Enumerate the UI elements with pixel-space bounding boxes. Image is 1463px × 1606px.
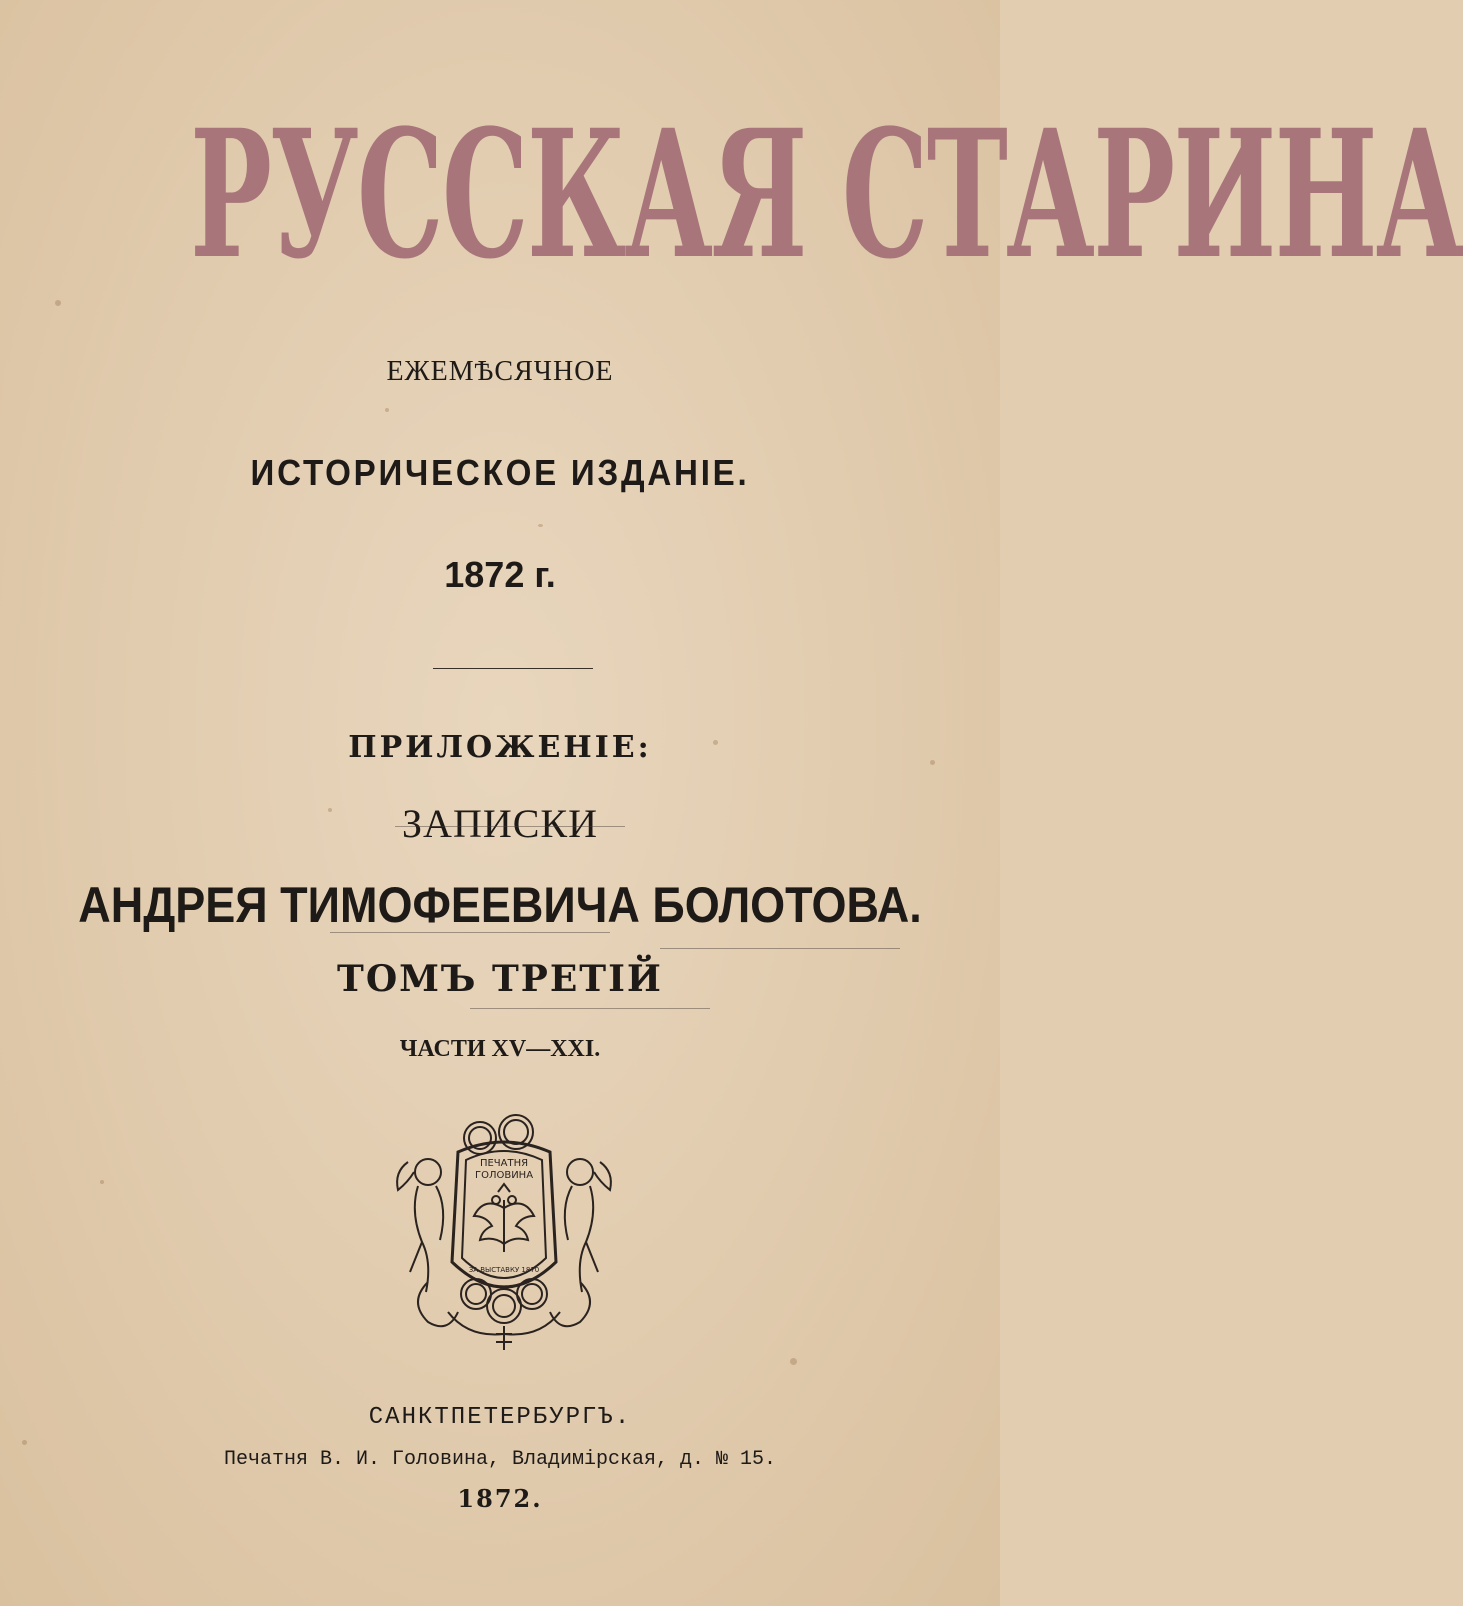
pencil-underline (395, 826, 625, 827)
pencil-underline (470, 1008, 710, 1009)
city-name: САНКТПЕТЕРБУРГЪ. (368, 1404, 632, 1431)
notes-label: ЗАПИСКИ (402, 801, 598, 846)
foxing-spot (100, 1180, 104, 1184)
volume-label: ТОМЪ ТРЕТІЙ (337, 958, 663, 1000)
appendix-label: ПРИЛОЖЕНІЕ: (348, 730, 652, 765)
foxing-spot (790, 1358, 797, 1365)
emblem-banner-line-2: ГОЛОВИНА (474, 1170, 534, 1181)
pencil-underline (660, 948, 900, 949)
printer-address: Печатня В. И. Головина, Владимірская, д. № 15. (223, 1448, 777, 1471)
pencil-underline (330, 932, 610, 933)
subtitle-monthly: ЕЖЕМѢСЯЧНОЕ (386, 356, 614, 387)
foxing-spot (538, 524, 543, 527)
parts-label: ЧАСТИ XV—XXI. (399, 1036, 601, 1062)
publication-year-bottom: 1872. (457, 1484, 543, 1513)
printer-emblem-icon (388, 1112, 620, 1356)
journal-title: РУССКАЯ СТАРИНА (190, 91, 1463, 298)
publication-year-top: 1872 г. (444, 554, 556, 595)
divider-rule (433, 668, 593, 669)
foxing-spot (22, 1440, 27, 1445)
emblem-banner-line-1: ПЕЧАТНЯ (479, 1158, 529, 1169)
foxing-spot (385, 408, 389, 412)
author-name: АНДРЕЯ ТИМОФЕЕВИЧА БОЛОТОВА. (78, 877, 922, 933)
subtitle-historical-edition: ИСТОРИЧЕСКОЕ ИЗДАНІЕ. (250, 452, 750, 493)
foxing-spot (55, 300, 61, 306)
emblem-ring-text: ЗА ВЫСТАВКУ 1870 (468, 1266, 540, 1274)
